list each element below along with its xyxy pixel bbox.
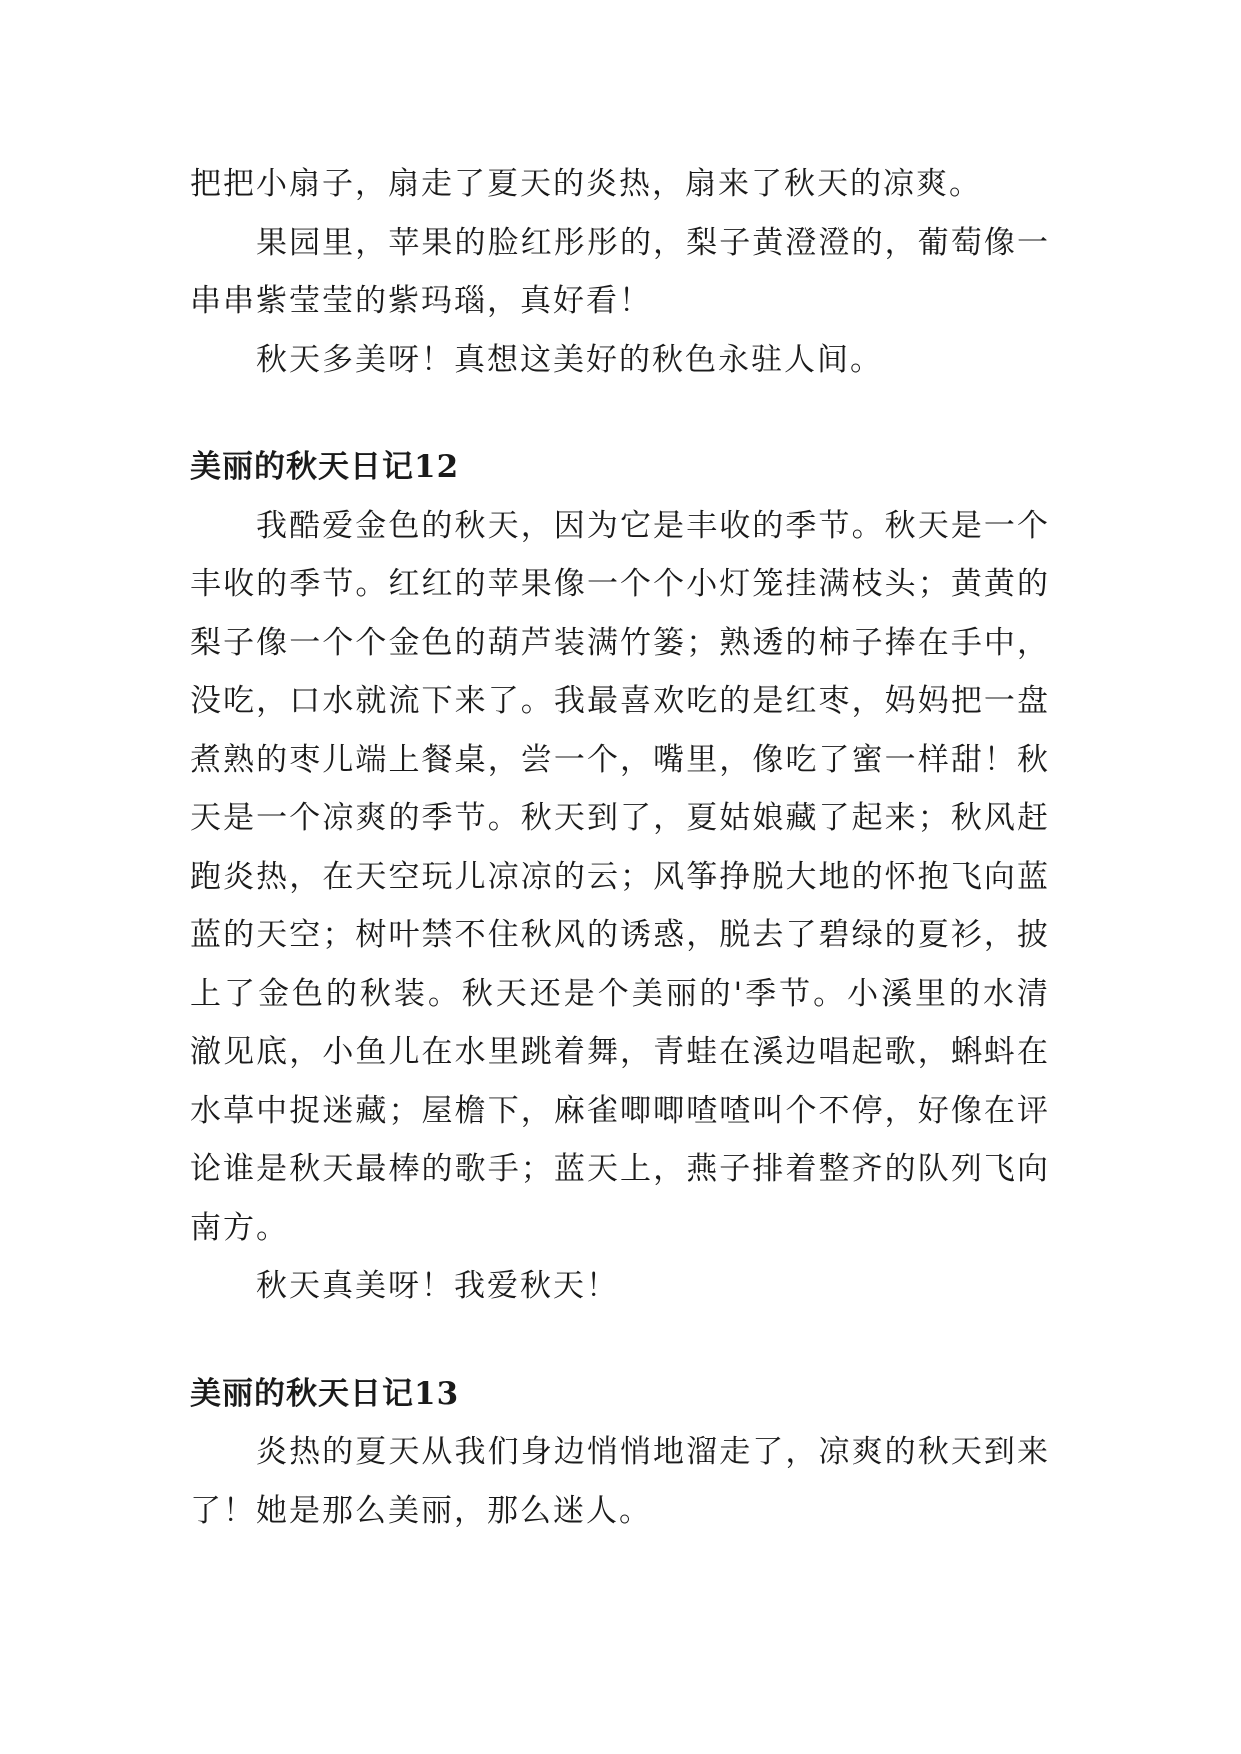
section-spacer xyxy=(190,1316,1050,1365)
section-title-13: 美丽的秋天日记13 xyxy=(190,1375,460,1412)
document-page xyxy=(190,155,1050,1540)
paragraph-harvest: 我酷爱金色的秋天，因为它是丰收的季节。秋天是一个丰收的季节。红红的苹果像一个个小灯笼挂满枝头；黄黄的梨子像一个个金色的葫芦装满竹篓；熟透的柿子捧在手中，没吃，口水就流下来了。我最喜欢吃的是红枣，妈妈把一盘煮熟的枣儿端上餐桌，尝一个，嘴里，像吃了蜜一样甜！秋天是一个凉爽的季节。秋天到了，夏姑娘藏了起来；秋风赶跑炎热，在天空玩儿凉凉的云；风筝挣脱大地的怀抱飞向蓝蓝的天空；树叶禁不住秋风的诱惑，脱去了碧绿的夏衫，披上了金色的秋装。秋天还是个美丽的'季节。小溪里的水清澈见底，小鱼儿在水里跳着舞，青蛙在溪边唱起歌，蝌蚪在水草中捉迷藏；屋檐下，麻雀唧唧喳喳叫个不停，好像在评论谁是秋天最棒的歌手；蓝天上，燕子排着整齐的队列飞向南方。 xyxy=(190,507,1050,1246)
paragraph-orchard: 果园里，苹果的脸红彤彤的，梨子黄澄澄的，葡萄像一串串紫莹莹的紫玛瑙，真好看！ xyxy=(190,224,1050,319)
paragraph-continuation: 把把小扇子，扇走了夏天的炎热，扇来了秋天的凉爽。 xyxy=(190,166,982,202)
section-spacer xyxy=(190,389,1050,438)
section-title-12: 美丽的秋天日记12 xyxy=(190,449,460,485)
paragraph-autumn-beauty: 秋天多美呀！真想这美好的秋色永驻人间。 xyxy=(256,341,883,378)
paragraph-love-autumn: 秋天真美呀！我爱秋天！ xyxy=(256,1268,619,1304)
paragraph-summer-gone: 炎热的夏天从我们身边悄悄地溜走了，凉爽的秋天到来了！她是那么美丽，那么迷人。 xyxy=(190,1434,1050,1529)
